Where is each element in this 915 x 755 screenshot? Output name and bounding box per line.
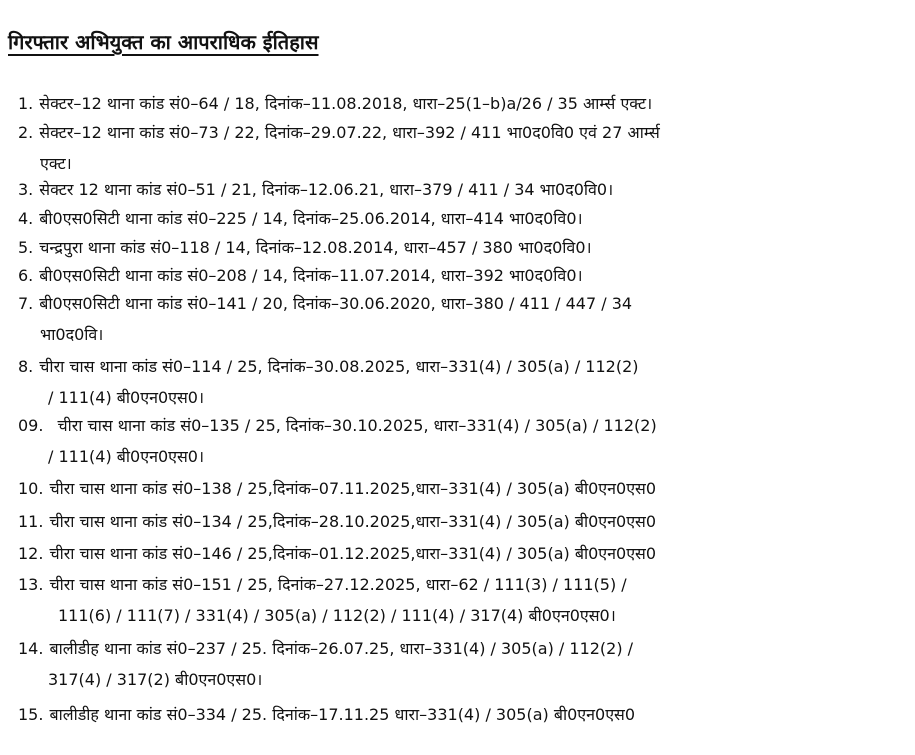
- record-number: 13.: [18, 575, 44, 594]
- record-text-continuation: / 111(4) बी0एन0एस0।: [48, 447, 205, 466]
- record-text: बालीडीह थाना कांड सं0–237 / 25. दिनांक–26.07.25, धारा–331(4) / 305(a) / 112(2) /: [49, 639, 634, 658]
- record-text-continuation: 111(6) / 111(7) / 331(4) / 305(a) / 112(2) / 111(4) / 317(4) बी0एन0एस0।: [58, 606, 616, 625]
- record-text: सेक्टर 12 थाना कांड सं0–51 / 21, दिनांक–12.06.21, धारा–379 / 411 / 34 भा0द0वि0।: [39, 180, 614, 199]
- record-text: सेक्टर–12 थाना कांड सं0–73 / 22, दिनांक–29.07.22, धारा–392 / 411 भा0द0वि0 एवं 27 आर्म्स: [39, 123, 660, 142]
- record-item: [18, 88, 898, 119]
- record-text: चीरा चास थाना कांड सं0–114 / 25, दिनांक–30.08.2025, धारा–331(4) / 305(a) / 112(2): [39, 357, 639, 376]
- record-item: [18, 203, 898, 234]
- record-item: [18, 569, 898, 631]
- record-item: [18, 538, 898, 569]
- record-text-continuation: 317(4) / 317(2) बी0एन0एस0।: [48, 670, 263, 689]
- record-number: 15.: [18, 705, 44, 724]
- record-text: बी0एस0सिटी थाना कांड सं0–141 / 20, दिनांक–30.06.2020, धारा–380 / 411 / 447 / 34: [39, 294, 633, 313]
- record-number: 8.: [18, 357, 34, 376]
- record-number: 4.: [18, 209, 34, 228]
- record-number: 6.: [18, 266, 34, 285]
- record-number: 10.: [18, 479, 44, 498]
- record-number: 12.: [18, 544, 44, 563]
- record-text: चन्द्रपुरा थाना कांड सं0–118 / 14, दिनांक–12.08.2014, धारा–457 / 380 भा0द0वि0।: [39, 238, 592, 257]
- record-number: 14.: [18, 639, 44, 658]
- record-text-continuation: भा0द0वि।: [40, 325, 104, 344]
- record-number: 3.: [18, 180, 34, 199]
- record-number: 1.: [18, 94, 34, 113]
- record-number: 11.: [18, 512, 44, 531]
- record-item: [18, 117, 898, 179]
- record-item: [18, 174, 898, 205]
- record-text: चीरा चास थाना कांड सं0–138 / 25,दिनांक–07.11.2025,धारा–331(4) / 305(a) बी0एन0एस0: [49, 479, 657, 498]
- record-item: [18, 351, 898, 413]
- record-number: 5.: [18, 238, 34, 257]
- record-item: [18, 506, 898, 537]
- record-text: चीरा चास थाना कांड सं0–134 / 25,दिनांक–28.10.2025,धारा–331(4) / 305(a) बी0एन0एस0: [49, 512, 657, 531]
- page-title: गिरफ्तार अभियुक्त का आपराधिक ईतिहास: [8, 30, 319, 54]
- record-item: [18, 288, 898, 350]
- record-text: बालीडीह थाना कांड सं0–334 / 25. दिनांक–17.11.25 धारा–331(4) / 305(a) बी0एन0एस0: [49, 705, 636, 724]
- record-text-continuation: / 111(4) बी0एन0एस0।: [48, 388, 205, 407]
- record-text: चीरा चास थाना कांड सं0–135 / 25, दिनांक–30.10.2025, धारा–331(4) / 305(a) / 112(2): [57, 416, 657, 435]
- record-item: [18, 410, 898, 472]
- record-text: चीरा चास थाना कांड सं0–146 / 25,दिनांक–01.12.2025,धारा–331(4) / 305(a) बी0एन0एस0: [49, 544, 657, 563]
- record-text: बी0एस0सिटी थाना कांड सं0–225 / 14, दिनांक–25.06.2014, धारा–414 भा0द0वि0।: [39, 209, 583, 228]
- record-text: चीरा चास थाना कांड सं0–151 / 25, दिनांक–27.12.2025, धारा–62 / 111(3) / 111(5) /: [49, 575, 627, 594]
- record-number: 09.: [18, 416, 44, 435]
- record-number: 7.: [18, 294, 34, 313]
- record-text: बी0एस0सिटी थाना कांड सं0–208 / 14, दिनांक–11.07.2014, धारा–392 भा0द0वि0।: [39, 266, 583, 285]
- record-item: [18, 232, 898, 263]
- record-item: [18, 473, 898, 504]
- record-text: सेक्टर–12 थाना कांड सं0–64 / 18, दिनांक–11.08.2018, धारा–25(1–b)a/26 / 35 आर्म्स एक्ट।: [39, 94, 653, 113]
- record-number: 2.: [18, 123, 34, 142]
- record-item: [18, 699, 898, 730]
- record-item: [18, 260, 898, 291]
- record-item: [18, 633, 898, 695]
- record-text-continuation: एक्ट।: [40, 154, 72, 173]
